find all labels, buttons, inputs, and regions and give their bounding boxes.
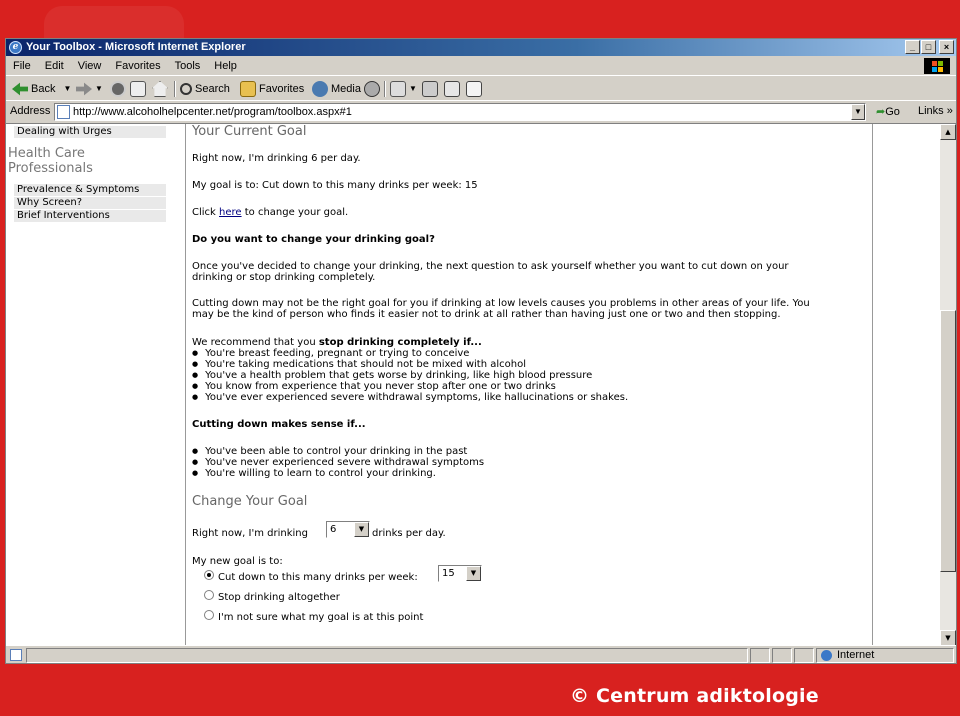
address-label: Address [10, 105, 51, 117]
menu-tools[interactable]: Tools [174, 60, 201, 72]
edit-icon [444, 81, 460, 97]
paragraph-2-line-1: Cutting down may not be the right goal for you if drinking at low levels causes you problems in other areas of your life. You [192, 298, 810, 309]
ie-icon: e [9, 41, 22, 54]
option-not-sure-label: I'm not sure what my goal is at this point [218, 612, 424, 623]
column-divider [185, 124, 186, 645]
favorites-button[interactable]: Favorites [240, 77, 304, 101]
current-drinking-text: Right now, I'm drinking 6 per day. [192, 153, 361, 164]
scroll-up-button[interactable]: ▲ [940, 124, 956, 140]
status-cell [772, 648, 792, 663]
nav-item-why-screen[interactable]: Why Screen? [14, 197, 166, 209]
radio-not-sure[interactable] [204, 610, 214, 620]
forward-button[interactable]: ▼ [76, 77, 103, 101]
search-icon [180, 83, 192, 95]
stop-bullet: ● You're breast feeding, pregnant or trying to conceive [192, 348, 469, 360]
media-icon [312, 81, 328, 97]
toolbar [6, 77, 956, 101]
cutdown-heading: Cutting down makes sense if... [192, 419, 366, 430]
option-cut-down-label: Cut down to this many drinks per week: [218, 572, 418, 583]
chevron-down-icon: ▼ [466, 566, 481, 581]
banner-decoration [44, 6, 184, 38]
drinks-per-day-select[interactable]: 6 ▼ [326, 521, 370, 538]
new-goal-label: My new goal is to: [192, 556, 283, 567]
nav-item-dealing-with-urges[interactable]: Dealing with Urges [14, 126, 166, 138]
mail-icon [390, 81, 406, 97]
stop-bullet: ● You've ever experienced severe withdrawal symptoms, like hallucinations or shakes. [192, 392, 628, 404]
cut-bullet: ● You've been able to control your drinking in the past [192, 446, 467, 458]
nav-heading-health-care: Health Care Professionals [8, 146, 93, 176]
radio-cut-down[interactable] [204, 570, 214, 580]
menu-edit[interactable]: Edit [44, 60, 64, 72]
status-cell [794, 648, 814, 663]
drinks-per-week-select[interactable]: 15 ▼ [438, 565, 482, 582]
address-input[interactable]: http://www.alcoholhelpcenter.net/program/toolbox.aspx#1 ▼ [54, 103, 866, 121]
menu-file[interactable]: File [13, 60, 31, 72]
scroll-down-button[interactable]: ▼ [940, 630, 956, 645]
cut-bullet: ● You've never experienced severe withdrawal symptoms [192, 457, 484, 469]
nav-item-prevalence[interactable]: Prevalence & Symptoms [14, 184, 166, 196]
stop-bullet: ● You've a health problem that gets worse by drinking, like high blood pressure [192, 370, 592, 382]
window-title: Your Toolbox - Microsoft Internet Explorer [26, 41, 246, 53]
discuss-button[interactable] [466, 77, 485, 101]
form-drinking-prefix: Right now, I'm drinking [192, 528, 308, 539]
status-bar [6, 645, 956, 664]
change-goal-line: Click here to change your goal. [192, 207, 349, 218]
status-text-cell [26, 648, 748, 663]
menu-bar [6, 56, 956, 76]
change-goal-heading: Change Your Goal [192, 494, 308, 509]
nav-item-brief-interventions[interactable]: Brief Interventions [14, 210, 166, 222]
forward-arrow-icon [76, 81, 92, 97]
page-viewport [6, 123, 956, 645]
paragraph-2-line-2: may be the kind of person who finds it easier not to drink at all rather than having just one or two and then stopping. [192, 309, 781, 320]
here-link[interactable]: here [219, 207, 242, 218]
stop-icon [110, 81, 126, 97]
media-button[interactable]: Media [312, 77, 361, 101]
edit-button[interactable] [444, 77, 463, 101]
favorites-icon [240, 81, 256, 97]
globe-icon [821, 650, 832, 661]
refresh-icon [130, 81, 146, 97]
back-arrow-icon [12, 81, 28, 97]
stop-button[interactable] [110, 77, 129, 101]
links-button[interactable]: Links » [918, 105, 953, 117]
change-goal-question: Do you want to change your drinking goal? [192, 234, 435, 245]
search-button[interactable]: Search [180, 77, 230, 101]
print-button[interactable] [422, 77, 441, 101]
minimize-button[interactable]: _ [905, 40, 920, 54]
go-button[interactable]: ➦Go [876, 106, 900, 118]
chevron-down-icon: ▼ [354, 522, 369, 537]
top-banner [0, 0, 960, 38]
close-button[interactable]: × [939, 40, 954, 54]
radio-stop-drinking[interactable] [204, 590, 214, 600]
left-nav [6, 124, 184, 645]
discuss-icon [466, 81, 482, 97]
page-status-icon [10, 649, 22, 661]
refresh-button[interactable] [130, 77, 149, 101]
zone-cell: Internet [816, 648, 954, 663]
back-button[interactable]: Back ▼ [12, 77, 71, 101]
scroll-thumb[interactable] [940, 310, 956, 572]
stop-bullet: ● You know from experience that you never stop after one or two drinks [192, 381, 556, 393]
main-content [192, 124, 872, 645]
menu-view[interactable]: View [77, 60, 102, 72]
right-column [873, 124, 939, 645]
footer-brand: © Centrum adiktologie [570, 685, 819, 707]
status-cell [750, 648, 770, 663]
form-drinking-suffix: drinks per day. [372, 528, 446, 539]
page-icon [57, 105, 70, 119]
title-bar [6, 39, 956, 56]
address-bar [6, 101, 956, 123]
home-button[interactable] [152, 77, 171, 101]
mail-button[interactable]: ▼ [390, 77, 417, 101]
windows-logo-icon [924, 58, 950, 74]
browser-window [5, 38, 957, 664]
address-dropdown-button[interactable]: ▼ [851, 104, 865, 120]
menu-help[interactable]: Help [214, 60, 237, 72]
paragraph-1-line-2: drinking or stop drinking completely. [192, 272, 376, 283]
recommend-line: We recommend that you stop drinking completely if... [192, 337, 482, 348]
history-button[interactable] [364, 77, 383, 101]
cut-bullet: ● You're willing to learn to control your drinking. [192, 468, 436, 480]
print-icon [422, 81, 438, 97]
menu-favorites[interactable]: Favorites [115, 60, 161, 72]
paragraph-1-line-1: Once you've decided to change your drinking, the next question to ask yourself whether you want to cut down on your [192, 261, 789, 272]
history-icon [364, 81, 380, 97]
stop-bullet: ● You're taking medications that should not be mixed with alcohol [192, 359, 526, 371]
go-arrow-icon: ➦ [876, 106, 886, 118]
current-goal-heading: Your Current Goal [192, 124, 307, 139]
option-stop-label: Stop drinking altogether [218, 592, 340, 603]
vertical-scrollbar[interactable] [940, 124, 956, 645]
maximize-button[interactable]: □ [921, 40, 936, 54]
home-icon [152, 81, 168, 97]
current-goal-text: My goal is to: Cut down to this many drinks per week: 15 [192, 180, 478, 191]
